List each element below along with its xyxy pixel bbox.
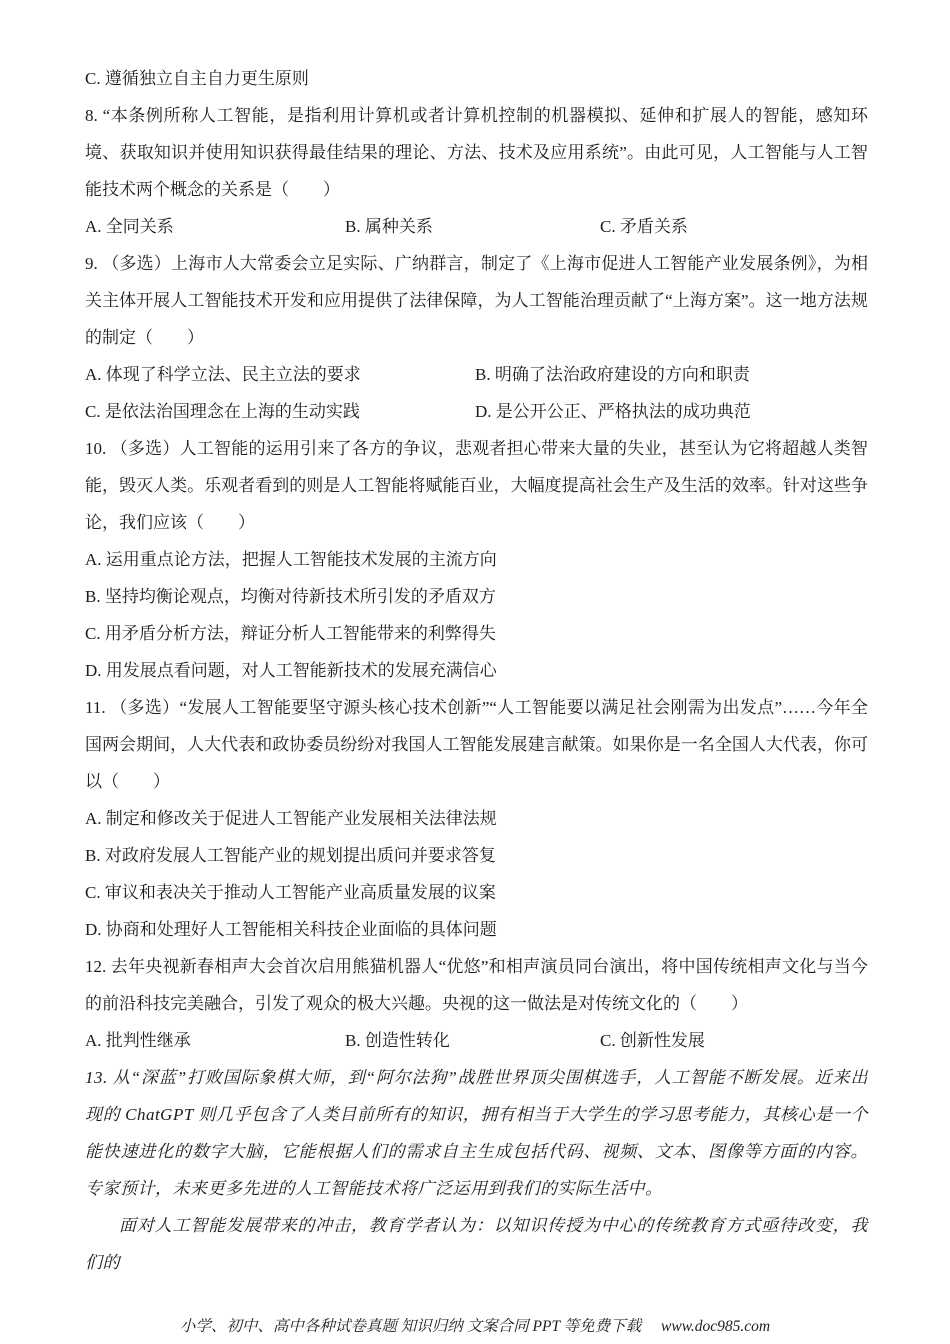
option-item: B. 属种关系 (345, 217, 433, 236)
question-8-options (85, 208, 868, 245)
page-footer (0, 1314, 950, 1336)
option-item: B. 坚持均衡论观点，均衡对待新技术所引发的矛盾双方 (85, 587, 496, 606)
option-item: D. 协商和处理好人工智能相关科技企业面临的具体问题 (85, 920, 497, 939)
question-12-stem: 12. 去年央视新春相声大会首次启用熊猫机器人“优悠”和相声演员同台演出，将中国传统相声文化与当今的前沿科技完美融合，引发了观众的极大兴趣。央视的这一做法是对传统文化的（ ） (85, 957, 868, 1013)
option-item: A. 运用重点论方法，把握人工智能技术发展的主流方向 (85, 550, 497, 569)
question-11-stem: 11. （多选）“发展人工智能要坚守源头核心技术创新”“人工智能要以满足社会刚需为出发点”……今年全国两会期间，人大代表和政协委员纷纷对我国人工智能发展建言献策。如果你是一名全国人大代表，你可以（ ） (85, 698, 868, 791)
question-12-options (85, 1022, 868, 1059)
option-item: C. 审议和表决关于推动人工智能产业高质量发展的议案 (85, 883, 496, 902)
option-item: A. 制定和修改关于促进人工智能产业发展相关法律法规 (85, 809, 497, 828)
question-10-stem: 10. （多选）人工智能的运用引来了各方的争议，悲观者担心带来大量的失业，甚至认为它将超越人类智能，毁灭人类。乐观者看到的则是人工智能将赋能百业，大幅度提高社会生产及生活的效率。针对这些争论，我们应该（ ） (85, 439, 868, 532)
question-13-stem: 13. 从“深蓝”打败国际象棋大师，到“阿尔法狗”战胜世界顶尖围棋选手，人工智能不断发展。近来出现的 ChatGPT 则几乎包含了人类目前所有的知识，拥有相当于大学生的学习思考能力，其核心是一个能快速进化的数字大脑，它能根据人们的需求自主生成包括代码、视频、文本、图像等方面的内容。专家预计，未来更多先进的人工智能技术将广泛运用到我们的实际生活中。 (85, 1068, 868, 1198)
question-11-options (85, 800, 868, 948)
option-item: C. 用矛盾分析方法，辩证分析人工智能带来的利弊得失 (85, 624, 496, 643)
option-item: C. 矛盾关系 (600, 217, 688, 236)
option-item: B. 对政府发展人工智能产业的规划提出质问并要求答复 (85, 846, 496, 865)
question-9-options (85, 356, 868, 430)
question-9-stem: 9. （多选）上海市人大常委会立足实际、广纳群言，制定了《上海市促进人工智能产业发展条例》，为相关主体开展人工智能技术开发和应用提供了法律保障，为人工智能治理贡献了“上海方案”。这一地方法规的制定（ ） (85, 254, 868, 347)
option-item: C. 创新性发展 (600, 1031, 705, 1050)
option-item: A. 批判性继承 (85, 1031, 191, 1050)
continuation-paragraph: 面对人工智能发展带来的冲击，教育学者认为：以知识传授为中心的传统教育方式亟待改变，我们的 (85, 1216, 868, 1272)
question-8-stem: 8. “本条例所称人工智能，是指利用计算机或者计算机控制的机器模拟、延伸和扩展人的智能，感知环境、获取知识并使用知识获得最佳结果的理论、方法、技术及应用系统”。由此可见，人工智能与人工智能技术两个概念的关系是（ ） (85, 106, 868, 199)
option-item: A. 体现了科学立法、民主立法的要求 (85, 365, 361, 384)
option-item: D. 用发展点看问题，对人工智能新技术的发展充满信心 (85, 661, 497, 680)
option-item: C. 是依法治国理念在上海的生动实践 (85, 402, 360, 421)
question-10-options (85, 541, 868, 689)
option-item: B. 明确了法治政府建设的方向和职责 (475, 365, 750, 384)
option-item: A. 全同关系 (85, 217, 174, 236)
document-content (85, 60, 868, 1281)
option-item: B. 创造性转化 (345, 1031, 450, 1050)
footer-text: 小学、初中、高中各种试卷真题 知识归纳 文案合同 PPT 等免费下载 (179, 1318, 642, 1335)
leading-option-line: C. 遵循独立自主自力更生原则 (85, 69, 309, 88)
option-item: D. 是公开公正、严格执法的成功典范 (475, 402, 751, 421)
footer-url: www.doc985.com (661, 1318, 771, 1335)
